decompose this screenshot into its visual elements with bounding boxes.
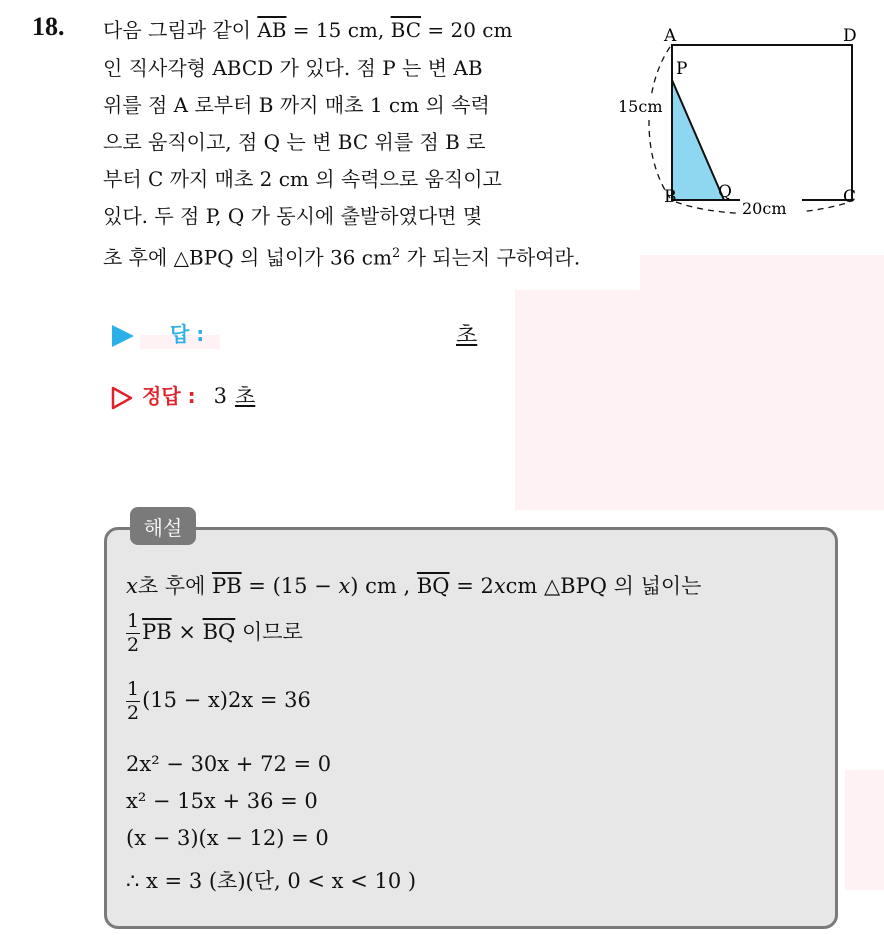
question-line-5: 부터 C 까지 매초 2 cm 의 속력으로 움직이고 [103, 167, 502, 191]
play-arrow-icon [112, 325, 134, 347]
question-number: 18. [32, 12, 65, 41]
vertex-b: B [664, 187, 677, 207]
answer-row [112, 318, 204, 347]
point-q: Q [718, 182, 732, 202]
correct-value: 3 [213, 384, 227, 408]
ab-dimension-arc [649, 47, 670, 198]
solution-line-1: x초 후에 $\overline{PB} = (15 - x)$ cm , $\overline{BQ} = 2xcm$ △BPQ 의 넓이는 [126, 574, 702, 598]
solution-line-6: (x − 3)(x − 12) = 0 [126, 826, 329, 850]
vertex-a: A [664, 26, 677, 46]
solution-tag: 해설 [130, 507, 196, 545]
side-ab-label: 15cm [618, 97, 663, 116]
rectangle-diagram [600, 18, 870, 218]
watermark-block [640, 255, 884, 305]
fraction-half: $\frac{1}{2}$ [127, 678, 140, 724]
fraction-half: $\frac{1}{2}$ [127, 610, 140, 656]
answer-label: 답 : [170, 322, 205, 346]
question-line-4: 으로 움직이고, 점 Q 는 변 BC 위를 점 B 로 [103, 130, 486, 154]
triangle-bpq [672, 80, 724, 200]
question-line-6: 있다. 두 점 P, Q 가 동시에 출발하였다면 몇 [103, 204, 483, 228]
correct-unit: 초 [234, 384, 256, 408]
solution-line-2: $\frac{1}{2}$ $\overline{PB} \times \overline{BQ}$ 이므로 [127, 610, 303, 656]
correct-answer-row [110, 380, 255, 411]
outline-arrow-icon [110, 385, 134, 411]
side-bc-label: 20cm [742, 199, 787, 218]
question-line-3: 위를 점 A 로부터 B 까지 매초 1 cm 의 속력 [103, 93, 490, 117]
answer-unit: 초 [456, 323, 478, 348]
question-line-2: 인 직사각형 ABCD 가 있다. 점 P 는 변 AB [103, 56, 483, 80]
solution-line-7: ∴ x = 3 (초)(단, 0 < x < 10 ) [126, 869, 417, 893]
correct-label: 정답 : [142, 384, 196, 408]
vertex-d: D [843, 26, 857, 46]
solution-line-4: 2x² − 30x + 72 = 0 [126, 752, 332, 776]
vertex-c: C [843, 187, 857, 207]
watermark-block [845, 770, 884, 890]
point-p: P [676, 59, 688, 79]
solution-line-5: x² − 15x + 36 = 0 [126, 789, 318, 813]
question-line-7: 초 후에 △BPQ 의 넓이가 36 $cm^2$ 가 되는지 구하여라. [103, 245, 581, 270]
solution-line-3: $\frac{1}{2}$ (15 − x)2x = 36 [127, 678, 311, 724]
question-line-1: 다음 그림과 같이 $\overline{AB} = 15$ cm, $\overline{BC} = 20$ cm [103, 18, 513, 42]
watermark-block [515, 290, 884, 510]
